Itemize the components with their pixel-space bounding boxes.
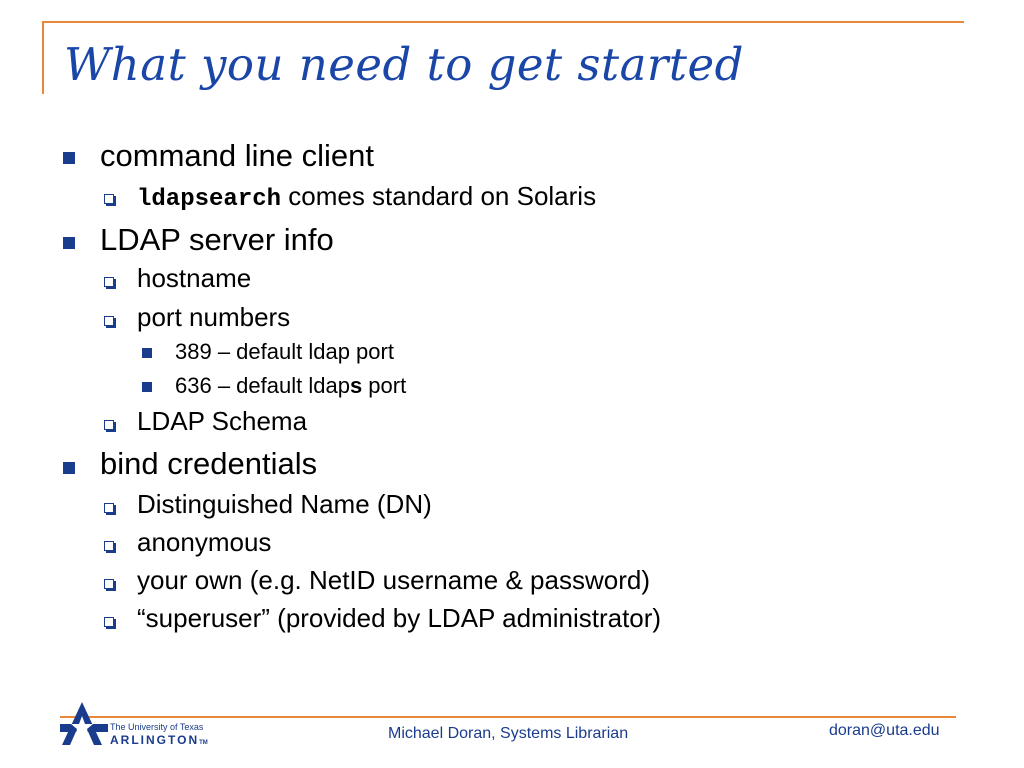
hollow-square-bullet-icon — [104, 579, 114, 589]
sub-bullet-item: anonymous — [137, 527, 272, 557]
sub-bullet-item: LDAP Schema — [137, 406, 308, 436]
sub-bullet-item: Distinguished Name (DN) — [137, 489, 432, 519]
square-bullet-icon — [142, 382, 152, 392]
sub-bullet-text: comes standard on Solaris — [281, 181, 597, 211]
hollow-square-bullet-icon — [104, 316, 114, 326]
square-bullet-icon — [63, 152, 75, 164]
bullet-item: command line client — [100, 138, 374, 173]
footer-author: Michael Doran, Systems Librarian — [388, 725, 629, 742]
slide-title: What you need to get started — [64, 38, 744, 91]
sub-bullet-item: hostname — [137, 263, 252, 293]
sub-sub-bullet-item: 389 – default ldap port — [175, 339, 394, 364]
hollow-square-bullet-icon — [104, 503, 114, 513]
hollow-square-bullet-icon — [104, 277, 114, 287]
sub-bullet-item: “superuser” (provided by LDAP administrator) — [137, 603, 662, 633]
footer-email: doran@uta.edu — [829, 722, 940, 739]
command-name: ldapsearch — [137, 186, 282, 213]
hollow-square-bullet-icon — [104, 194, 114, 204]
university-logo — [60, 700, 220, 750]
hollow-square-bullet-icon — [104, 617, 114, 627]
hollow-square-bullet-icon — [104, 541, 114, 551]
bullet-item: bind credentials — [100, 446, 318, 481]
bullet-item: LDAP server info — [100, 222, 334, 257]
hollow-square-bullet-icon — [104, 420, 114, 430]
square-bullet-icon — [142, 348, 152, 358]
square-bullet-icon — [63, 237, 75, 249]
sub-bullet-item: your own (e.g. NetID username & password) — [137, 565, 650, 595]
logo-text-arlington: ARLINGTONTM — [110, 733, 208, 747]
sub-bullet-item: port numbers — [137, 302, 291, 332]
square-bullet-icon — [63, 462, 75, 474]
sub-bullet-item — [137, 181, 596, 213]
logo-text-university: The University of Texas — [110, 722, 204, 732]
uta-star-a-logo-icon — [60, 700, 110, 750]
sub-sub-bullet-item: 636 – default ldaps port — [175, 373, 407, 398]
